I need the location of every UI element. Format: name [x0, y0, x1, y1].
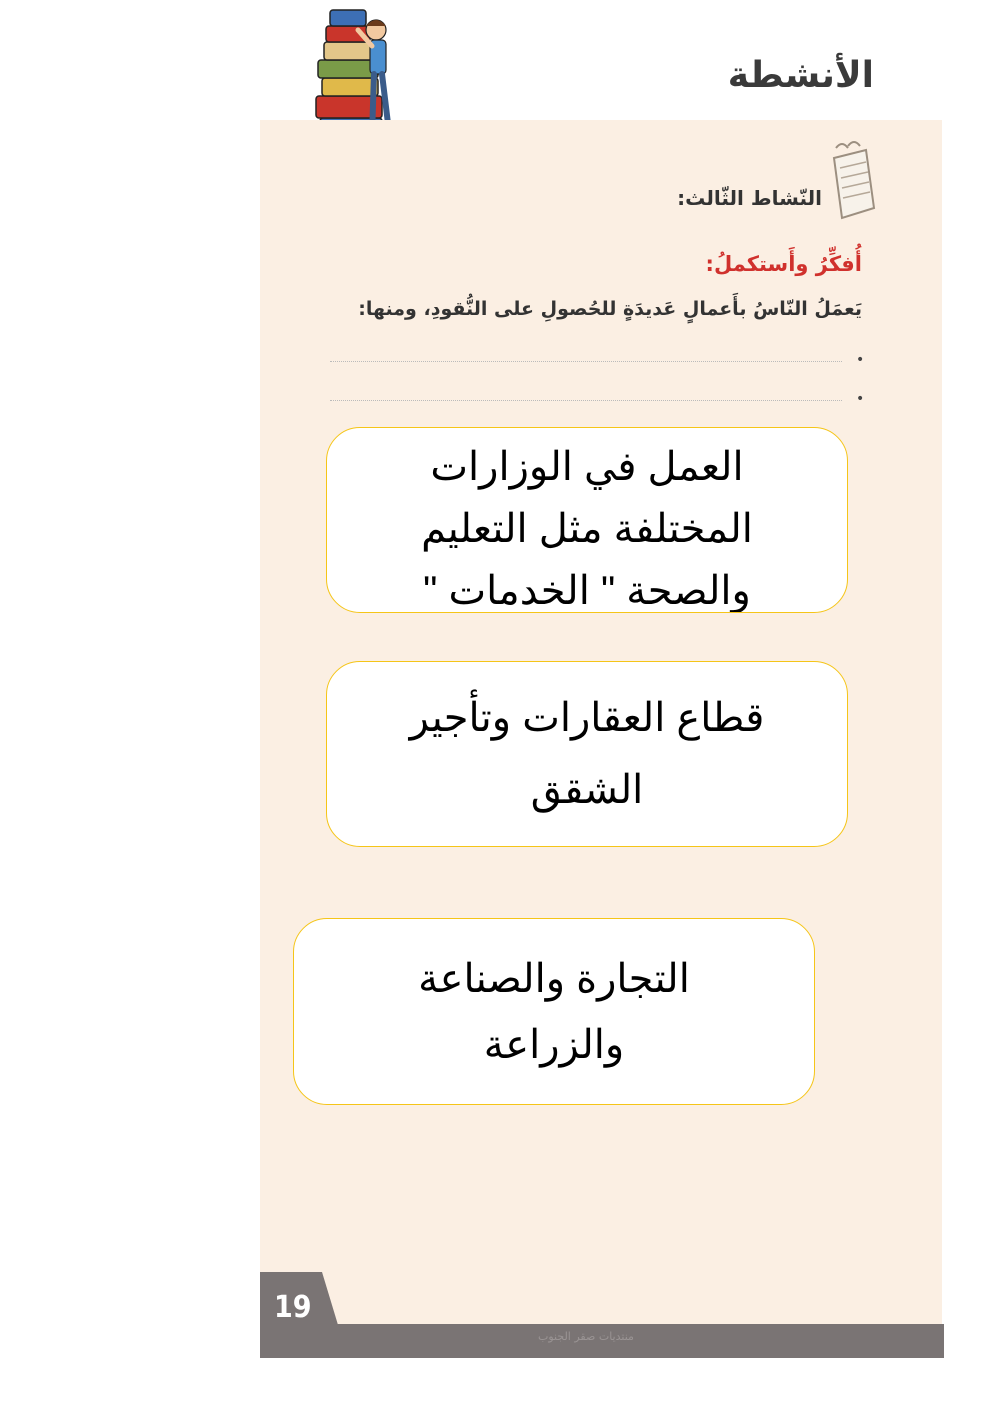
page-number: 19: [274, 1290, 312, 1325]
instruction-text: يَعمَلُ النّاسُ بأَعمالٍ عَديدَةٍ للحُصولِ على النُّقودِ، ومنها:: [358, 298, 862, 320]
answer-text-2: قطاع العقارات وتأجير الشقق: [409, 696, 765, 812]
think-prompt: أُفكِّرُ وأَستكملُ:: [705, 252, 862, 276]
answer-text-1: العمل في الوزارات المختلفة مثل التعليم والصحة " الخدمات ": [421, 445, 753, 613]
notebook-icon: [822, 138, 882, 228]
bullet-1: •: [856, 352, 865, 368]
bullet-2: •: [856, 391, 865, 407]
answer-text-3: التجارة والصناعة والزراعة: [418, 956, 690, 1067]
answer-line-2: [330, 400, 842, 401]
activity-label: النّشاط الثّالث:: [677, 186, 822, 210]
watermark: منتديات صقر الجنوب: [538, 1330, 634, 1343]
answer-line-1: [330, 361, 842, 362]
answer-box-2[interactable]: [326, 661, 848, 847]
answer-box-1[interactable]: [326, 427, 848, 613]
page-title: الأنشطة: [727, 55, 874, 96]
answer-box-3[interactable]: [293, 918, 815, 1105]
